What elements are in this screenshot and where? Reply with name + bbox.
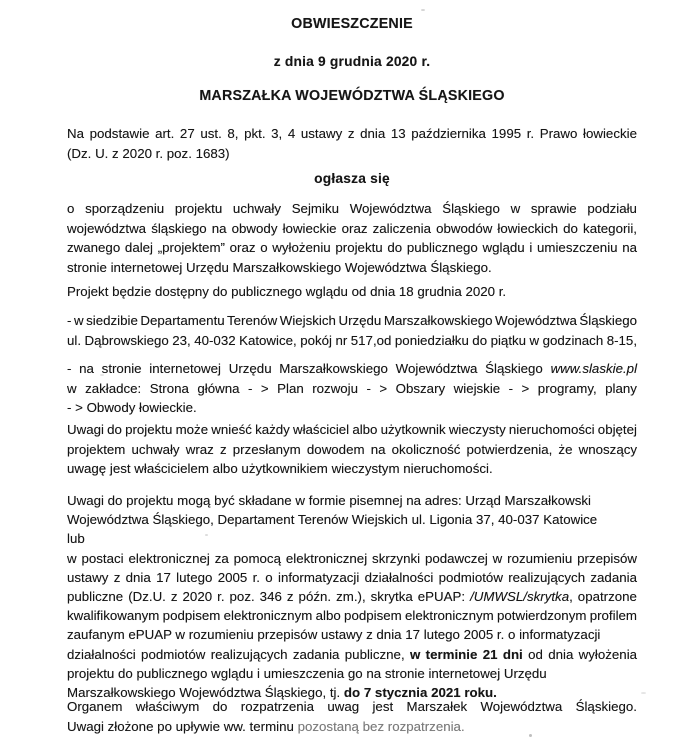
subject-paragraph: [67, 199, 637, 277]
eligibility-paragraph: [67, 420, 637, 479]
document-date: z dnia 9 grudnia 2020 r.: [273, 54, 431, 69]
submission-line10: projektu do publicznego wglądu i umieszczenia go na stronie internetowej Urzędu: [67, 665, 547, 681]
consideration-line2: [67, 717, 465, 737]
submission-line9: [67, 645, 637, 664]
website-location-line1: [67, 359, 637, 379]
office-location-line1: - w siedzibie Departamentu Terenów Wiejskich Urzędu Marszałkowskiego Województwa Śląskiego: [67, 313, 638, 328]
website-location-line2: w zakładce: Strona główna - > Plan rozwoju - > Obszary wiejskie - > programy, plany: [67, 380, 637, 396]
submission-line2: Województwa Śląskiego, Departament Terenów Wiejskich ul. Ligonia 37, 40-037 Katowice: [67, 512, 598, 528]
epuap-inbox: /UMWSL/skrytka: [470, 589, 570, 605]
submission-line4: w postaci elektronicznej za pomocą elektronicznej skrzynki podawczej w rozumieniu przepisów: [67, 550, 637, 566]
consideration-line2-text: Uwagi złożone po upływie ww. terminu: [67, 718, 298, 734]
submission-line7: kwalifikowanym podpisem elektronicznym albo podpisem elektronicznym potwierdzonym profilem: [67, 608, 638, 624]
document-text-column: [67, 0, 637, 742]
deadline-date: do 7 stycznia 2021 roku.: [343, 685, 497, 701]
scan-artifact: [641, 692, 646, 694]
submission-line11-text: Marszałkowskiego Województwa Śląskiego, tj.: [67, 685, 344, 701]
deadline-days: w terminie 21 dni: [409, 646, 523, 662]
subject-line4: stronie internetowej Urzędu Marszałkowskiego Województwa Śląskiego.: [67, 259, 492, 275]
scan-artifact: [421, 9, 425, 11]
website-location-line3: - > Obwody łowieckie.: [67, 400, 197, 415]
legal-basis-line1: Na podstawie art. 27 ust. 8, pkt. 3, 4 ustawy z dnia 13 października 1995 r. Prawo łowieckie: [67, 126, 637, 141]
office-location-line2: ul. Dąbrowskiego 23, 40-032 Katowice, pokój nr 517,od poniedziałku do piątku w godzinach 8-15,: [67, 332, 638, 348]
subject-line1: o sporządzeniu projektu uchwały Sejmiku Województwa Śląskiego w sprawie podziału: [67, 201, 637, 216]
consideration-line1: Organem właściwym do rozpatrzenia uwag jest Marszałek Województwa Śląskiego.: [67, 699, 637, 714]
announcement-phrase: ogłasza się: [314, 171, 390, 186]
document-title: OBWIESZCZENIE: [291, 16, 413, 32]
office-location-paragraph: [67, 311, 637, 350]
subject-line3: zwanego dalej „projektem” oraz o wyłożeniu projektu do publicznego wglądu i umieszczeniu na: [67, 240, 638, 255]
eligibility-line3: uwagę jest właścicielem albo użytkownikiem wieczystym nieruchomości.: [67, 461, 493, 476]
submission-line6: [67, 587, 637, 606]
document-issuer: MARSZAŁKA WOJEWÓDZTWA ŚLĄSKIEGO: [199, 88, 505, 104]
eligibility-line2: projektem uchwały wraz z przesłanym dowodem na okoliczność potwierdzenia, że wnoszący: [67, 441, 638, 457]
legal-basis-paragraph: [67, 124, 637, 163]
submission-paragraph: [67, 491, 637, 702]
eligibility-line1: Uwagi do projektu może wnieść każdy właściciel albo użytkownik wieczysty nieruchomości objętej: [67, 422, 637, 437]
submission-line9-tail: od dnia wyłożenia: [522, 646, 638, 662]
legal-basis-line2: (Dz. U. z 2020 r. poz. 1683): [67, 145, 230, 161]
website-url: www.slaskie.pl: [550, 361, 638, 376]
subject-line2: województwa śląskiego na obwody łowieckie oraz zaliczenia obwodów łowieckich do kategorii,: [67, 220, 638, 236]
website-location-line1-text: - na stronie internetowej Urzędu Marszałkowskiego Województwa Śląskiego: [67, 361, 551, 376]
scan-artifact: [529, 734, 532, 737]
submission-line8: zaufanym ePUAP w rozumieniu przepisów ustawy z dnia 17 lutego 2005 r. o informatyzacji: [67, 627, 601, 643]
consideration-line2-faded-text: pozostaną bez rozpatrzenia.: [297, 718, 465, 734]
scan-artifact: [205, 534, 208, 536]
website-location-paragraph: [67, 359, 637, 418]
submission-line1: Uwagi do projektu mogą być składane w formie pisemnej na adres: Urząd Marszałkowski: [67, 493, 591, 508]
submission-line5: ustawy z dnia 17 lutego 2005 r. o informatyzacji działalności podmiotów realizujących zadania: [67, 569, 637, 585]
consideration-paragraph: [67, 697, 637, 736]
submission-line-or: lub: [67, 531, 85, 547]
availability-line: Projekt będzie dostępny do publicznego wglądu od dnia 18 grudnia 2020 r.: [67, 284, 507, 299]
submission-line9-text: działalności podmiotów realizujących zadania publiczne,: [67, 646, 410, 662]
availability-paragraph: [67, 282, 637, 302]
submission-line6-tail: , opatrzone: [569, 589, 637, 605]
submission-line6-text: publiczne (Dz.U. z 2020 r. poz. 346 z późn. zm.), skrytka ePUAP:: [67, 589, 471, 605]
scan-artifact: [100, 374, 104, 376]
